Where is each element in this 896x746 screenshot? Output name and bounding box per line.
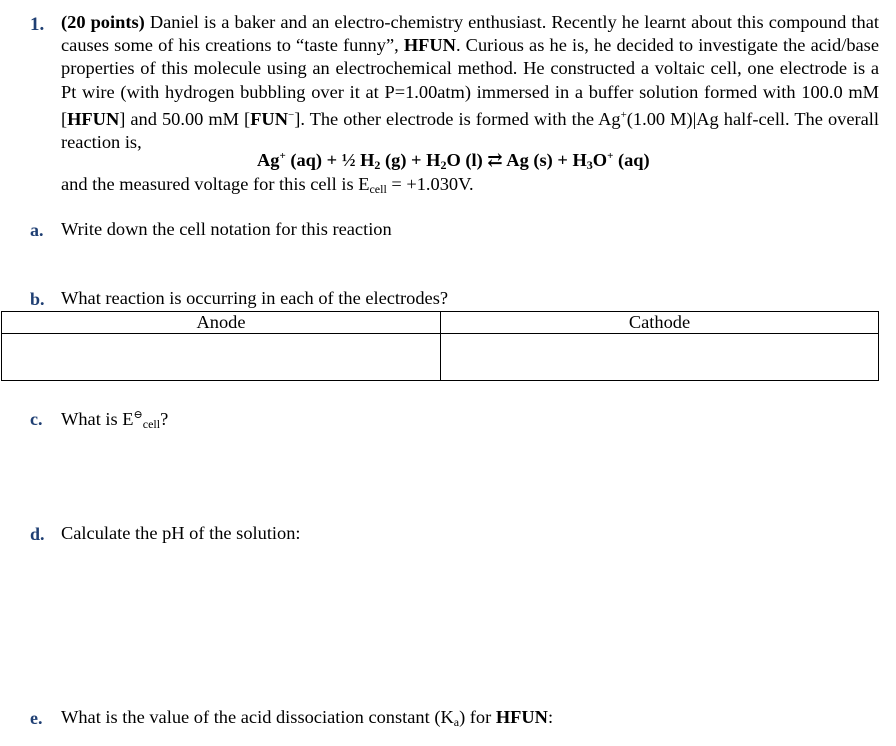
intro-text-3: ] and 50.00 mM [: [119, 108, 251, 129]
eq-part4: O: [592, 150, 608, 171]
eq-h2o-sub: 2: [440, 158, 447, 173]
overall-reaction: [257, 150, 650, 173]
part-e-pre: What is the value of the acid dissociation constant (K: [61, 707, 454, 727]
cathode-header: Cathode: [441, 312, 879, 334]
part-c-text: [61, 408, 168, 432]
part-c-letter: c.: [30, 409, 43, 429]
compound-base: FUN: [250, 108, 288, 129]
part-b-letter: b.: [30, 289, 45, 309]
part-c-pre: What is E: [61, 409, 134, 430]
eq-part1: (aq) + ½ H: [285, 150, 375, 171]
standard-state-symbol: ⊖: [133, 409, 143, 421]
base-charge: −: [287, 108, 295, 121]
compound-acid: HFUN: [67, 108, 120, 129]
eq-part3: O (l) ⇄ Ag (s) + H: [446, 150, 587, 171]
intro-text-5: (1.00 M)|Ag half-cell. The overall reaction is,: [61, 108, 880, 153]
voltage-value: = +1.030V.: [386, 174, 474, 194]
part-c-post: ?: [160, 409, 169, 430]
eq-h2-sub: 2: [374, 158, 381, 173]
part-a-text: Write down the cell notation for this reaction: [61, 219, 392, 239]
part-e-text: [61, 707, 553, 730]
part-a-letter: a.: [30, 220, 44, 240]
eq-part2: (g) + H: [380, 150, 441, 171]
ag-charge: +: [620, 108, 627, 121]
part-c-sub: cell: [142, 417, 161, 432]
intro-text-1: Daniel is a baker and an electro-chemistry enthusiast. Recently he learnt about this compound that causes some of his creations to “taste funny”,: [61, 12, 879, 56]
voltage-sub: cell: [369, 182, 387, 196]
eq-ag: Ag: [257, 150, 280, 171]
part-e-mid: ) for: [459, 707, 496, 727]
part-e-sub: a: [453, 715, 460, 729]
part-b-text: What reaction is occurring in each of the electrodes?: [61, 288, 449, 308]
intro-text-4: ]. The other electrode is formed with the Ag: [294, 108, 621, 129]
eq-ag-charge: +: [279, 150, 286, 162]
part-e-post: :: [547, 707, 554, 727]
eq-h3o-sub: 3: [586, 158, 593, 173]
question-number: 1.: [30, 14, 45, 35]
part-e-letter: e.: [30, 708, 43, 728]
eq-h3o-charge: +: [607, 150, 614, 162]
compound-name: HFUN: [403, 35, 456, 56]
voltage-text: and the measured voltage for this cell is E: [61, 174, 370, 194]
part-e-compound: HFUN: [495, 707, 548, 727]
electrode-reaction-table: [1, 311, 879, 381]
question-intro: [61, 11, 879, 154]
part-d-letter: d.: [30, 524, 45, 544]
points-label: (20 points): [61, 12, 145, 32]
part-d-text: Calculate the pH of the solution:: [61, 523, 301, 543]
eq-part5: (aq): [613, 150, 650, 171]
anode-answer-cell[interactable]: [2, 334, 441, 381]
measured-voltage: [61, 174, 474, 197]
intro-text-2: . Curious as he is, he decided to investigate the acid/base properties of this molecule using an electrochemical method. He constructed a voltaic cell, one electrode is a Pt wire (with hydrogen bubbling over it at P=1.00atm) immersed in a buffer solution formed with 100.0 mM [: [61, 35, 880, 129]
anode-header: Anode: [2, 312, 441, 334]
cathode-answer-cell[interactable]: [441, 334, 879, 381]
